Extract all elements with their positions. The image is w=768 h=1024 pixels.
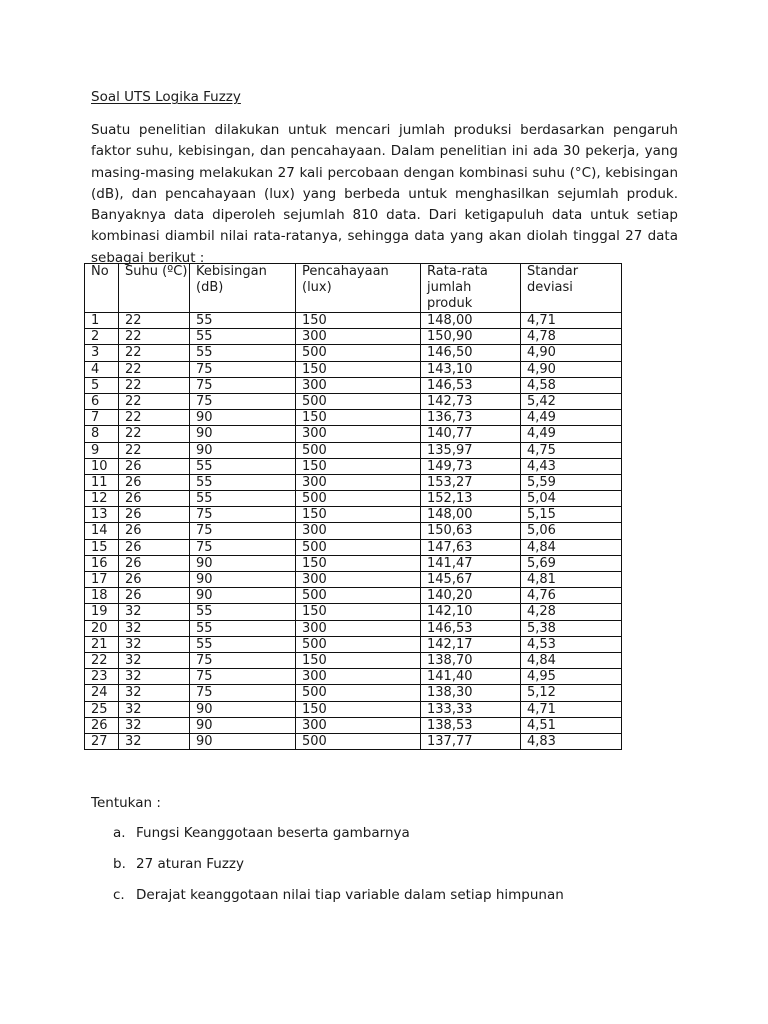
cell-pencahayaan: 300 xyxy=(296,620,421,636)
cell-pencahayaan: 300 xyxy=(296,329,421,345)
cell-kebisingan: 90 xyxy=(190,555,296,571)
cell-pencahayaan: 300 xyxy=(296,669,421,685)
cell-kebisingan: 90 xyxy=(190,426,296,442)
cell-no: 4 xyxy=(85,361,119,377)
header-standar-deviasi: Standar deviasi xyxy=(521,264,622,313)
cell-rata-rata: 152,13 xyxy=(421,491,521,507)
cell-pencahayaan: 150 xyxy=(296,604,421,620)
table-row xyxy=(85,474,622,490)
cell-kebisingan: 55 xyxy=(190,345,296,361)
table-row xyxy=(85,572,622,588)
cell-standar-deviasi: 4,58 xyxy=(521,377,622,393)
cell-rata-rata: 148,00 xyxy=(421,507,521,523)
paragraph-line: (dB), dan pencahayaan (lux) yang berbeda untuk menghasilkan sejumlah produk. xyxy=(91,185,678,202)
cell-rata-rata: 141,47 xyxy=(421,555,521,571)
cell-rata-rata: 147,63 xyxy=(421,539,521,555)
cell-pencahayaan: 500 xyxy=(296,588,421,604)
cell-rata-rata: 142,73 xyxy=(421,393,521,409)
table-row xyxy=(85,701,622,717)
cell-suhu: 26 xyxy=(119,523,190,539)
table-row xyxy=(85,458,622,474)
cell-no: 10 xyxy=(85,458,119,474)
cell-no: 7 xyxy=(85,410,119,426)
cell-suhu: 22 xyxy=(119,329,190,345)
table-row xyxy=(85,491,622,507)
task-marker: a. xyxy=(113,825,126,841)
cell-suhu: 32 xyxy=(119,717,190,733)
cell-pencahayaan: 300 xyxy=(296,426,421,442)
cell-kebisingan: 75 xyxy=(190,393,296,409)
task-text: Derajat keanggotaan nilai tiap variable dalam setiap himpunan xyxy=(136,887,564,903)
task-item xyxy=(113,856,564,887)
cell-no: 6 xyxy=(85,393,119,409)
cell-suhu: 22 xyxy=(119,393,190,409)
cell-kebisingan: 55 xyxy=(190,491,296,507)
cell-kebisingan: 55 xyxy=(190,636,296,652)
table-row xyxy=(85,539,622,555)
cell-no: 23 xyxy=(85,669,119,685)
table-row xyxy=(85,685,622,701)
paragraph-line: sebagai berikut : xyxy=(91,249,205,266)
cell-standar-deviasi: 5,59 xyxy=(521,474,622,490)
cell-no: 5 xyxy=(85,377,119,393)
cell-rata-rata: 146,50 xyxy=(421,345,521,361)
cell-no: 18 xyxy=(85,588,119,604)
cell-suhu: 32 xyxy=(119,701,190,717)
table-row xyxy=(85,669,622,685)
cell-rata-rata: 150,63 xyxy=(421,523,521,539)
cell-kebisingan: 55 xyxy=(190,458,296,474)
cell-pencahayaan: 300 xyxy=(296,474,421,490)
cell-pencahayaan: 500 xyxy=(296,636,421,652)
cell-kebisingan: 90 xyxy=(190,572,296,588)
task-item xyxy=(113,825,564,856)
cell-suhu: 22 xyxy=(119,410,190,426)
cell-suhu: 32 xyxy=(119,652,190,668)
cell-kebisingan: 75 xyxy=(190,652,296,668)
cell-rata-rata: 150,90 xyxy=(421,329,521,345)
cell-pencahayaan: 500 xyxy=(296,685,421,701)
document-title: Soal UTS Logika Fuzzy xyxy=(91,89,241,105)
task-marker: c. xyxy=(113,887,125,903)
cell-kebisingan: 55 xyxy=(190,313,296,329)
cell-rata-rata: 142,10 xyxy=(421,604,521,620)
cell-standar-deviasi: 4,76 xyxy=(521,588,622,604)
table-row xyxy=(85,345,622,361)
cell-no: 9 xyxy=(85,442,119,458)
cell-kebisingan: 75 xyxy=(190,507,296,523)
cell-standar-deviasi: 4,81 xyxy=(521,572,622,588)
cell-standar-deviasi: 5,06 xyxy=(521,523,622,539)
cell-standar-deviasi: 4,71 xyxy=(521,701,622,717)
table-row xyxy=(85,507,622,523)
cell-no: 15 xyxy=(85,539,119,555)
cell-standar-deviasi: 4,83 xyxy=(521,733,622,749)
table-header-row xyxy=(85,264,622,313)
cell-rata-rata: 146,53 xyxy=(421,620,521,636)
cell-pencahayaan: 500 xyxy=(296,393,421,409)
cell-kebisingan: 55 xyxy=(190,604,296,620)
cell-suhu: 26 xyxy=(119,491,190,507)
header-kebisingan: Kebisingan (dB) xyxy=(190,264,296,313)
paragraph-line: masing-masing melakukan 27 kali percobaan dengan kombinasi suhu (°C), kebisingan xyxy=(91,164,678,181)
cell-no: 11 xyxy=(85,474,119,490)
task-marker: b. xyxy=(113,856,126,872)
cell-suhu: 22 xyxy=(119,345,190,361)
cell-pencahayaan: 300 xyxy=(296,572,421,588)
cell-suhu: 22 xyxy=(119,377,190,393)
table-row xyxy=(85,426,622,442)
header-suhu: Suhu (ºC) xyxy=(119,264,190,313)
cell-rata-rata: 140,77 xyxy=(421,426,521,442)
cell-standar-deviasi: 5,15 xyxy=(521,507,622,523)
cell-rata-rata: 145,67 xyxy=(421,572,521,588)
cell-standar-deviasi: 4,75 xyxy=(521,442,622,458)
cell-suhu: 22 xyxy=(119,442,190,458)
cell-suhu: 22 xyxy=(119,361,190,377)
cell-no: 26 xyxy=(85,717,119,733)
cell-pencahayaan: 500 xyxy=(296,491,421,507)
cell-no: 16 xyxy=(85,555,119,571)
cell-standar-deviasi: 5,04 xyxy=(521,491,622,507)
cell-suhu: 26 xyxy=(119,474,190,490)
cell-pencahayaan: 150 xyxy=(296,701,421,717)
cell-standar-deviasi: 4,84 xyxy=(521,539,622,555)
cell-pencahayaan: 300 xyxy=(296,717,421,733)
table-body xyxy=(85,313,622,750)
cell-no: 1 xyxy=(85,313,119,329)
cell-pencahayaan: 300 xyxy=(296,377,421,393)
cell-suhu: 26 xyxy=(119,588,190,604)
paragraph-line: Suatu penelitian dilakukan untuk mencari jumlah produksi berdasarkan pengaruh xyxy=(91,122,678,138)
table-row xyxy=(85,636,622,652)
cell-no: 20 xyxy=(85,620,119,636)
cell-kebisingan: 75 xyxy=(190,523,296,539)
cell-rata-rata: 133,33 xyxy=(421,701,521,717)
cell-pencahayaan: 500 xyxy=(296,345,421,361)
cell-rata-rata: 140,20 xyxy=(421,588,521,604)
table-row xyxy=(85,604,622,620)
cell-suhu: 32 xyxy=(119,620,190,636)
table-row xyxy=(85,442,622,458)
cell-kebisingan: 75 xyxy=(190,361,296,377)
cell-suhu: 26 xyxy=(119,572,190,588)
cell-kebisingan: 55 xyxy=(190,620,296,636)
cell-kebisingan: 55 xyxy=(190,329,296,345)
cell-suhu: 26 xyxy=(119,539,190,555)
cell-standar-deviasi: 4,90 xyxy=(521,361,622,377)
cell-standar-deviasi: 4,53 xyxy=(521,636,622,652)
task-text: 27 aturan Fuzzy xyxy=(136,856,245,872)
cell-kebisingan: 90 xyxy=(190,717,296,733)
cell-kebisingan: 75 xyxy=(190,685,296,701)
cell-kebisingan: 75 xyxy=(190,669,296,685)
task-list xyxy=(113,825,564,918)
cell-suhu: 32 xyxy=(119,733,190,749)
cell-kebisingan: 55 xyxy=(190,474,296,490)
header-rata-rata: Rata-rata jumlah produk xyxy=(421,264,521,313)
cell-no: 3 xyxy=(85,345,119,361)
cell-kebisingan: 75 xyxy=(190,377,296,393)
cell-standar-deviasi: 4,49 xyxy=(521,426,622,442)
task-text: Fungsi Keanggotaan beserta gambarnya xyxy=(136,825,410,841)
cell-standar-deviasi: 5,12 xyxy=(521,685,622,701)
cell-no: 17 xyxy=(85,572,119,588)
cell-suhu: 26 xyxy=(119,458,190,474)
cell-rata-rata: 138,30 xyxy=(421,685,521,701)
cell-suhu: 32 xyxy=(119,669,190,685)
table-row xyxy=(85,652,622,668)
cell-pencahayaan: 500 xyxy=(296,539,421,555)
cell-pencahayaan: 150 xyxy=(296,410,421,426)
table-row xyxy=(85,329,622,345)
header-pencahayaan: Pencahayaan (lux) xyxy=(296,264,421,313)
cell-suhu: 22 xyxy=(119,313,190,329)
cell-suhu: 26 xyxy=(119,555,190,571)
table-row xyxy=(85,717,622,733)
cell-suhu: 26 xyxy=(119,507,190,523)
task-item xyxy=(113,887,564,918)
cell-rata-rata: 146,53 xyxy=(421,377,521,393)
cell-pencahayaan: 300 xyxy=(296,523,421,539)
cell-no: 12 xyxy=(85,491,119,507)
cell-no: 27 xyxy=(85,733,119,749)
cell-pencahayaan: 150 xyxy=(296,313,421,329)
cell-standar-deviasi: 4,51 xyxy=(521,717,622,733)
cell-no: 24 xyxy=(85,685,119,701)
cell-rata-rata: 137,77 xyxy=(421,733,521,749)
cell-no: 21 xyxy=(85,636,119,652)
table-row xyxy=(85,733,622,749)
table-row xyxy=(85,555,622,571)
cell-rata-rata: 142,17 xyxy=(421,636,521,652)
cell-suhu: 32 xyxy=(119,604,190,620)
cell-pencahayaan: 150 xyxy=(296,458,421,474)
cell-pencahayaan: 500 xyxy=(296,733,421,749)
cell-rata-rata: 138,70 xyxy=(421,652,521,668)
cell-rata-rata: 135,97 xyxy=(421,442,521,458)
cell-standar-deviasi: 5,38 xyxy=(521,620,622,636)
cell-rata-rata: 138,53 xyxy=(421,717,521,733)
cell-standar-deviasi: 5,69 xyxy=(521,555,622,571)
cell-no: 22 xyxy=(85,652,119,668)
cell-rata-rata: 143,10 xyxy=(421,361,521,377)
table-row xyxy=(85,588,622,604)
cell-no: 8 xyxy=(85,426,119,442)
cell-kebisingan: 75 xyxy=(190,539,296,555)
cell-kebisingan: 90 xyxy=(190,733,296,749)
table-row xyxy=(85,361,622,377)
paragraph-line: kombinasi diambil nilai rata-ratanya, sehingga data yang akan diolah tinggal 27 data xyxy=(91,228,678,245)
cell-standar-deviasi: 4,78 xyxy=(521,329,622,345)
cell-standar-deviasi: 4,43 xyxy=(521,458,622,474)
cell-suhu: 22 xyxy=(119,426,190,442)
cell-standar-deviasi: 4,71 xyxy=(521,313,622,329)
cell-rata-rata: 153,27 xyxy=(421,474,521,490)
cell-rata-rata: 149,73 xyxy=(421,458,521,474)
table-row xyxy=(85,313,622,329)
cell-pencahayaan: 150 xyxy=(296,361,421,377)
intro-paragraph xyxy=(91,120,678,269)
cell-pencahayaan: 150 xyxy=(296,507,421,523)
cell-kebisingan: 90 xyxy=(190,410,296,426)
table-row xyxy=(85,377,622,393)
cell-kebisingan: 90 xyxy=(190,588,296,604)
cell-pencahayaan: 150 xyxy=(296,555,421,571)
cell-standar-deviasi: 4,28 xyxy=(521,604,622,620)
data-table xyxy=(84,263,622,750)
paragraph-line: Banyaknya data diperoleh sejumlah 810 data. Dari ketigapuluh data untuk setiap xyxy=(91,207,678,224)
cell-rata-rata: 136,73 xyxy=(421,410,521,426)
table-row xyxy=(85,523,622,539)
cell-no: 2 xyxy=(85,329,119,345)
cell-standar-deviasi: 4,49 xyxy=(521,410,622,426)
cell-rata-rata: 141,40 xyxy=(421,669,521,685)
cell-suhu: 32 xyxy=(119,636,190,652)
tasks-intro: Tentukan : xyxy=(91,795,161,811)
cell-no: 25 xyxy=(85,701,119,717)
cell-pencahayaan: 500 xyxy=(296,442,421,458)
paragraph-line: faktor suhu, kebisingan, dan pencahayaan. Dalam penelitian ini ada 30 pekerja, yang xyxy=(91,143,678,160)
cell-suhu: 32 xyxy=(119,685,190,701)
table-row xyxy=(85,620,622,636)
header-no: No xyxy=(85,264,119,313)
cell-no: 19 xyxy=(85,604,119,620)
cell-pencahayaan: 150 xyxy=(296,652,421,668)
table-row xyxy=(85,393,622,409)
cell-rata-rata: 148,00 xyxy=(421,313,521,329)
table-row xyxy=(85,410,622,426)
cell-standar-deviasi: 4,90 xyxy=(521,345,622,361)
cell-no: 13 xyxy=(85,507,119,523)
cell-no: 14 xyxy=(85,523,119,539)
cell-kebisingan: 90 xyxy=(190,701,296,717)
cell-standar-deviasi: 4,95 xyxy=(521,669,622,685)
cell-standar-deviasi: 4,84 xyxy=(521,652,622,668)
cell-standar-deviasi: 5,42 xyxy=(521,393,622,409)
cell-kebisingan: 90 xyxy=(190,442,296,458)
